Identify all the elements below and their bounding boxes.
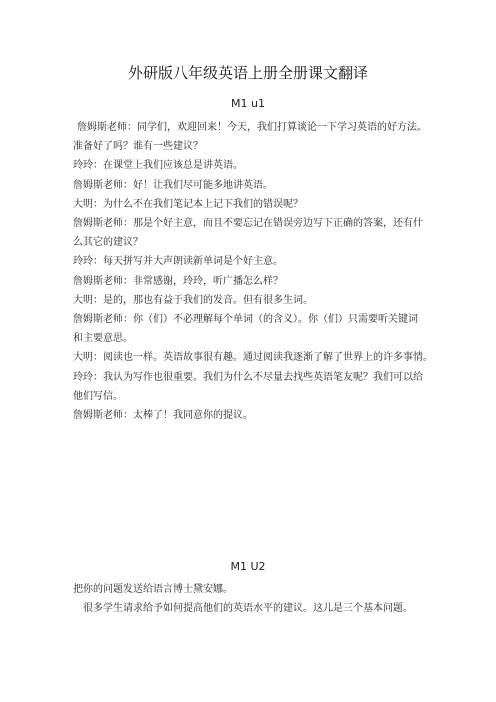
- paragraph-line: 玲玲：在课堂上我们应该总是讲英语。: [73, 160, 243, 172]
- paragraph-line: 准备好了吗？谁有一些建议？: [73, 141, 203, 153]
- paragraph-line: 和主要意思。: [73, 333, 133, 345]
- section-heading-m1u2: M1 U2: [230, 560, 266, 573]
- paragraph-line: 把你的问题发送给语言博士黛安娜。: [73, 584, 233, 595]
- document-title: 外研版八年级英语上册全册课文翻译: [127, 64, 368, 82]
- paragraph-line: 玲玲：我认为写作也很重要。我们为什么不尽量去找些英语笔友呢？我们可以给: [73, 371, 423, 383]
- paragraph-line: 詹姆斯老师：同学们，欢迎回来！今天，我们打算谈论一下学习英语的好方法。: [77, 122, 427, 133]
- paragraph-line: 詹姆斯老师：非常感谢，玲玲，听广播怎么样？: [73, 275, 283, 287]
- paragraph-line: 很多学生请求给予如何提高他们的英语水平的建议。这儿是三个基本问题。: [83, 603, 413, 615]
- paragraph-line: 大明：阅读也一样。英语故事很有趣。通过阅读我逐渐了解了世界上的许多事情。: [73, 352, 433, 364]
- paragraph-line: 大明：是的，那也有益于我们的发音。但有很多生词。: [73, 294, 313, 306]
- paragraph-line: 詹姆斯老师：你（们）不必理解每个单词（的含义）。你（们）只需要听关键词: [73, 314, 418, 326]
- paragraph-line: 詹姆斯老师：好！让我们尽可能多地讲英语。: [73, 179, 273, 191]
- section-heading-m1u1: M1 u1: [231, 97, 265, 110]
- paragraph-line: 他们写信。: [73, 390, 123, 402]
- paragraph-line: 玲玲：每天拼写并大声朗读新单词是个好主意。: [73, 256, 283, 268]
- paragraph-line: 大明：为什么不在我们笔记本上记下我们的错误呢？: [73, 198, 303, 210]
- paragraph-line: 么其它的建议？: [73, 237, 143, 249]
- paragraph-line: 詹姆斯老师：太棒了！我同意你的提议。: [73, 410, 253, 422]
- section-body-m1u2: [73, 580, 433, 618]
- section-body-m1u1: [73, 118, 433, 425]
- paragraph-line: 詹姆斯老师：那是个好主意，而且不要忘记在错误旁边写下正确的答案，还有什: [73, 218, 423, 230]
